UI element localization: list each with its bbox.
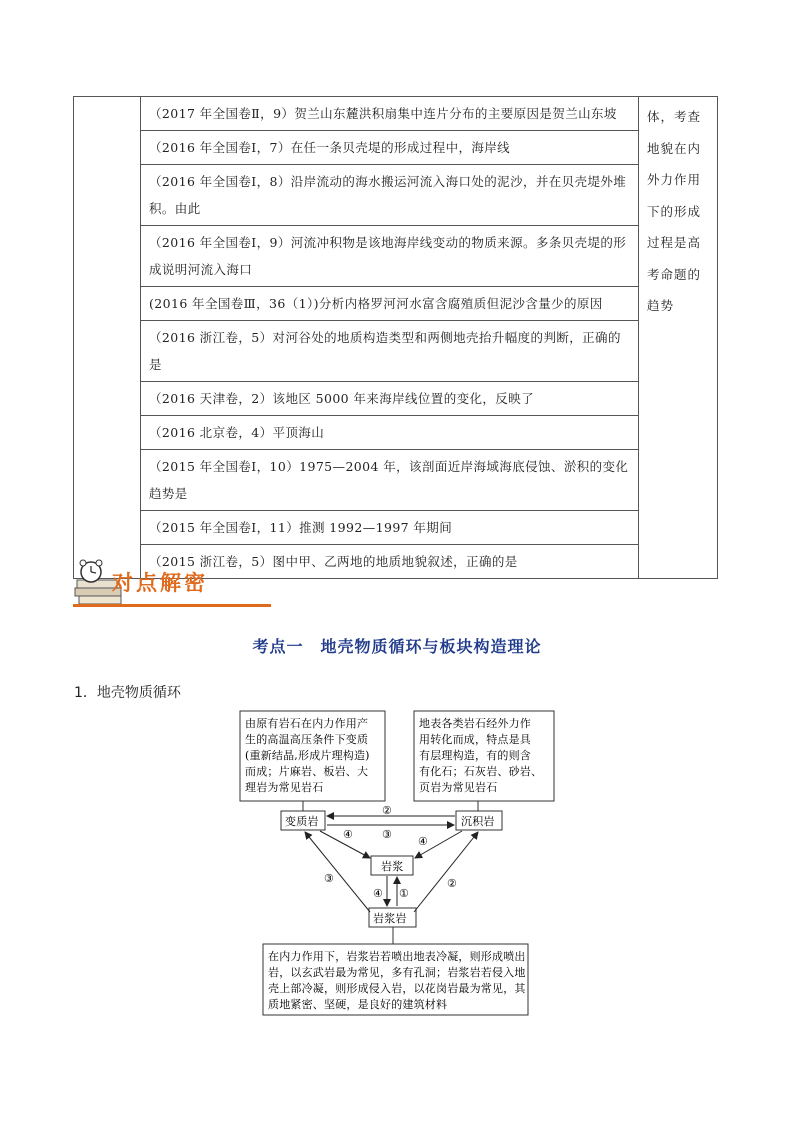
table-row: （2015 年全国卷Ⅰ，11）推测 1992—1997 年期间 xyxy=(141,511,639,545)
table-row: （2016 年全国卷Ⅰ，9）河流冲积物是该地海岸线变动的物质来源。多条贝壳堤的形成说明河流入海口 xyxy=(141,226,639,287)
igneous-description-line: 岩，以玄武岩最为常见，多有孔洞；岩浆岩若侵入地 xyxy=(268,966,526,979)
arrow-label: ④ xyxy=(418,835,429,848)
point-title: 考点一 地壳物质循环与板块构造理论 xyxy=(252,637,542,656)
sedimentary-description-line: 页岩为常见岩石 xyxy=(419,781,498,794)
table-side-note: 体，考查地貌在内外力作用下的形成过程是高考命题的趋势 xyxy=(639,97,718,579)
metamorphic-description-line: 理岩为常见岩石 xyxy=(245,781,324,794)
sedimentary-description-line: 有层理构造，有的则含 xyxy=(419,749,531,762)
arrow-label: ③ xyxy=(382,828,393,841)
table-row: （2017 年全国卷Ⅱ，9）贺兰山东麓洪积扇集中连片分布的主要原因是贺兰山东坡 xyxy=(141,97,639,131)
igneous-node-label: 岩浆岩 xyxy=(373,912,407,925)
metamorphic-description-line: (重新结晶,形成片理构造) xyxy=(245,749,370,762)
table-row: （2016 年全国卷Ⅰ，7）在任一条贝壳堤的形成过程中，海岸线 xyxy=(141,131,639,165)
arrow-label: ② xyxy=(382,804,393,817)
metamorphic-description-line: 由原有岩石在内力作用产 xyxy=(245,717,369,730)
subheading: 1．地壳物质循环 xyxy=(74,685,181,701)
section-banner-title: 对点解密 xyxy=(112,571,208,595)
arrow-label: ④ xyxy=(343,828,354,841)
table-row: (2016 年全国卷Ⅲ，36（1）)分析内格罗河河水富含腐殖质但泥沙含量少的原因 xyxy=(141,287,639,321)
igneous-description-line: 质地紧密、坚硬，是良好的建筑材料 xyxy=(268,998,448,1011)
igneous-description-line: 壳上部冷凝，则形成侵入岩，以花岗岩最为常见，其 xyxy=(268,982,526,995)
arrow-label: ① xyxy=(399,887,410,900)
arrow-label: ③ xyxy=(324,872,335,885)
sedimentary-description-line: 用转化而成，特点是具 xyxy=(419,733,531,746)
table-row: （2016 天津卷，2）该地区 5000 年来海岸线位置的变化，反映了 xyxy=(141,382,639,416)
arrow-label: ② xyxy=(447,877,458,890)
sedimentary-description-line: 有化石；石灰岩、砂岩、 xyxy=(419,765,543,778)
metamorphic-description-line: 而成；片麻岩、板岩、大 xyxy=(245,765,369,778)
igneous-description-line: 在内力作用下，岩浆岩若喷出地表冷凝，则形成喷出 xyxy=(268,950,526,963)
table-row: （2016 北京卷，4）平顶海山 xyxy=(141,416,639,450)
arrow-label: ④ xyxy=(373,887,384,900)
sedimentary-description-line: 地表各类岩石经外力作 xyxy=(419,717,531,730)
table-row: （2016 浙江卷，5）对河谷处的地质构造类型和两侧地壳抬升幅度的判断，正确的是 xyxy=(141,321,639,382)
table-row: （2015 浙江卷，5）图中甲、乙两地的地质地貌叙述，正确的是 xyxy=(141,545,639,579)
table-row: （2015 年全国卷Ⅰ，10）1975—2004 年，该剖面近岸海域海底侵蚀、淤积的变化趋势是 xyxy=(141,450,639,511)
sedimentary-node-label: 沉积岩 xyxy=(461,815,495,828)
magma-node-label: 岩浆 xyxy=(381,860,404,873)
table-row: （2016 年全国卷Ⅰ，8）沿岸流动的海水搬运河流入海口处的泥沙，并在贝壳堤外堆积。由此 xyxy=(141,165,639,226)
metamorphic-description-line: 生的高温高压条件下变质 xyxy=(245,733,369,746)
metamorphic-node-label: 变质岩 xyxy=(285,815,319,828)
